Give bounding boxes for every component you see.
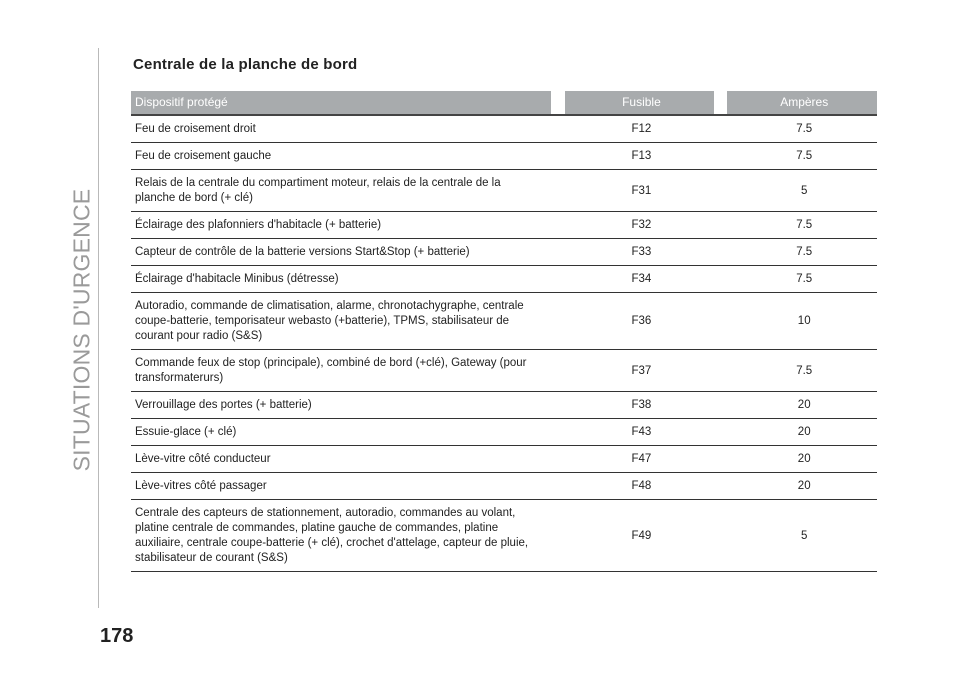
amperes-cell: 7.5 bbox=[727, 350, 877, 392]
amperes-cell: 20 bbox=[727, 446, 877, 473]
table-row bbox=[131, 266, 877, 293]
device-cell: Relais de la centrale du compartiment moteur, relais de la centrale de la planche de bord (+ clé) bbox=[131, 170, 551, 212]
fuse-cell: F31 bbox=[565, 170, 713, 212]
table-row bbox=[131, 143, 877, 170]
fuse-cell: F33 bbox=[565, 239, 713, 266]
table-row bbox=[131, 473, 877, 500]
table-row bbox=[131, 419, 877, 446]
amperes-cell: 5 bbox=[727, 170, 877, 212]
cell-gap bbox=[714, 143, 728, 170]
table-header-row bbox=[131, 91, 877, 116]
fuse-cell: F36 bbox=[565, 293, 713, 350]
device-cell: Éclairage d'habitacle Minibus (détresse) bbox=[131, 266, 551, 293]
fuse-table bbox=[131, 91, 877, 572]
device-cell: Centrale des capteurs de stationnement, autoradio, commandes au volant, platine centrale de commandes, platine gauche de commandes, platine auxiliaire, centrale coupe-batterie (+ clé), crochet d'attelage, capteur de pluie, stabilisateur de courant (S&S) bbox=[131, 500, 551, 572]
cell-gap bbox=[714, 419, 728, 446]
page-number: 178 bbox=[100, 625, 134, 647]
table-row bbox=[131, 239, 877, 266]
amperes-cell: 7.5 bbox=[727, 266, 877, 293]
amperes-cell: 7.5 bbox=[727, 143, 877, 170]
cell-gap bbox=[551, 419, 565, 446]
page-title: Centrale de la planche de bord bbox=[133, 56, 358, 73]
device-cell: Lève-vitres côté passager bbox=[131, 473, 551, 500]
cell-gap bbox=[714, 473, 728, 500]
table-row bbox=[131, 446, 877, 473]
device-cell: Feu de croisement gauche bbox=[131, 143, 551, 170]
fuse-cell: F12 bbox=[565, 116, 713, 143]
side-divider bbox=[98, 48, 99, 608]
cell-gap bbox=[714, 350, 728, 392]
fuse-cell: F13 bbox=[565, 143, 713, 170]
fuse-cell: F32 bbox=[565, 212, 713, 239]
header-fuse: Fusible bbox=[565, 91, 713, 116]
fuse-cell: F48 bbox=[565, 473, 713, 500]
cell-gap bbox=[714, 239, 728, 266]
table-row bbox=[131, 116, 877, 143]
cell-gap bbox=[551, 143, 565, 170]
cell-gap bbox=[714, 293, 728, 350]
cell-gap bbox=[551, 293, 565, 350]
amperes-cell: 7.5 bbox=[727, 212, 877, 239]
fuse-cell: F37 bbox=[565, 350, 713, 392]
cell-gap bbox=[551, 116, 565, 143]
cell-gap bbox=[551, 239, 565, 266]
cell-gap bbox=[551, 392, 565, 419]
table-row bbox=[131, 500, 877, 572]
device-cell: Essuie-glace (+ clé) bbox=[131, 419, 551, 446]
amperes-cell: 10 bbox=[727, 293, 877, 350]
cell-gap bbox=[714, 116, 728, 143]
table-row bbox=[131, 170, 877, 212]
fuse-cell: F34 bbox=[565, 266, 713, 293]
cell-gap bbox=[714, 266, 728, 293]
header-gap bbox=[551, 91, 565, 116]
cell-gap bbox=[551, 170, 565, 212]
device-cell: Feu de croisement droit bbox=[131, 116, 551, 143]
table-row bbox=[131, 212, 877, 239]
amperes-cell: 5 bbox=[727, 500, 877, 572]
fuse-cell: F47 bbox=[565, 446, 713, 473]
cell-gap bbox=[551, 473, 565, 500]
table-row bbox=[131, 350, 877, 392]
cell-gap bbox=[714, 170, 728, 212]
amperes-cell: 20 bbox=[727, 392, 877, 419]
cell-gap bbox=[714, 212, 728, 239]
table-row bbox=[131, 293, 877, 350]
chapter-title-text: SITUATIONS D'URGENCE bbox=[68, 188, 95, 472]
cell-gap bbox=[551, 446, 565, 473]
amperes-cell: 7.5 bbox=[727, 116, 877, 143]
device-cell: Capteur de contrôle de la batterie versions Start&Stop (+ batterie) bbox=[131, 239, 551, 266]
cell-gap bbox=[714, 500, 728, 572]
device-cell: Autoradio, commande de climatisation, alarme, chronotachygraphe, centrale coupe-batterie, temporisateur webasto (+batterie), TPMS, stabilisateur de courant pour radio (S&S) bbox=[131, 293, 551, 350]
amperes-cell: 20 bbox=[727, 473, 877, 500]
header-gap bbox=[714, 91, 728, 116]
amperes-cell: 20 bbox=[727, 419, 877, 446]
fuse-cell: F43 bbox=[565, 419, 713, 446]
fuse-cell: F49 bbox=[565, 500, 713, 572]
header-amperes: Ampères bbox=[727, 91, 877, 116]
device-cell: Lève-vitre côté conducteur bbox=[131, 446, 551, 473]
cell-gap bbox=[551, 212, 565, 239]
cell-gap bbox=[714, 392, 728, 419]
device-cell: Éclairage des plafonniers d'habitacle (+ batterie) bbox=[131, 212, 551, 239]
cell-gap bbox=[714, 446, 728, 473]
header-device: Dispositif protégé bbox=[131, 91, 551, 116]
fuse-cell: F38 bbox=[565, 392, 713, 419]
cell-gap bbox=[551, 500, 565, 572]
amperes-cell: 7.5 bbox=[727, 239, 877, 266]
table-row bbox=[131, 392, 877, 419]
device-cell: Verrouillage des portes (+ batterie) bbox=[131, 392, 551, 419]
table-body bbox=[131, 116, 877, 572]
cell-gap bbox=[551, 350, 565, 392]
cell-gap bbox=[551, 266, 565, 293]
device-cell: Commande feux de stop (principale), combiné de bord (+clé), Gateway (pour transformaterurs) bbox=[131, 350, 551, 392]
